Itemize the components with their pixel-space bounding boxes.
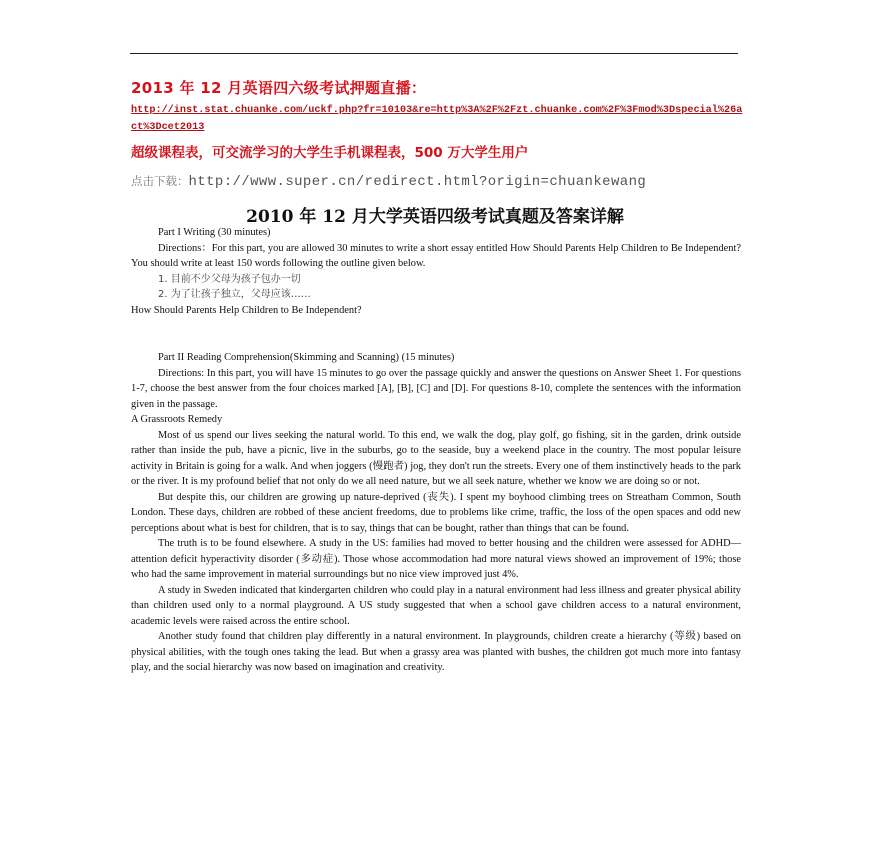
part1-directions: Directions：For this part, you are allowed 30 minutes to write a short essay entitled How Should Parents Help Children to Be Independent? You should write at least 150 words following the outline given below. bbox=[131, 242, 741, 269]
part2-heading: Part II Reading Comprehension(Skimming and Scanning) (15 minutes) bbox=[158, 352, 455, 363]
download-label: 点击下载： bbox=[131, 174, 189, 188]
promo-tagline: 超级课程表，可交流学习的大学生手机课程表，500 万大学生用户 bbox=[131, 145, 529, 161]
part2-section bbox=[131, 350, 741, 676]
passage-paragraph-1: Most of us spend our lives seeking the natural world. To this end, we walk the dog, play golf, go fishing, sit in the garden, drink outside rather than inside the pub, have a picnic, live in the suburbs, go to the seaside, buy a weekend place in the country. The most popular leisure activity in Britain is going for a walk. And when joggers (慢跑者) jog, they don't run the streets. Every one of them instinctively heads to the park or the river. It is my profound belief that not only do we all need nature, but we all seek nature, whether we know we are doing so or not. bbox=[131, 429, 741, 487]
download-line bbox=[131, 173, 646, 190]
passage-paragraph-5: Another study found that children play differently in a natural environment. In playgrounds, children create a hierarchy (等级) based on physical abilities, with the tough ones taking the lead. But when a grassy area was planted with bushes, the children got much more into fantasy play, and the social hierarchy was now based on imagination and creativity. bbox=[131, 631, 741, 673]
passage-paragraph-4: A study in Sweden indicated that kindergarten children who could play in a natural environment had less illness and greater physical ability than children used only to a normal playground. A US study suggested that when a school gave children access to a natural environment, academic levels were raised across the entire school. bbox=[131, 584, 741, 627]
part1-section bbox=[131, 225, 741, 318]
download-url[interactable]: http://www.super.cn/redirect.html?origin=chuankewang bbox=[188, 174, 647, 190]
promo-link[interactable]: http://inst.stat.chuanke.com/uckf.php?fr=10103&re=http%3A%2F%2Fzt.chuanke.com%2F%3Fmod%3Dspecial%26act%3Dcet2013 bbox=[131, 105, 743, 133]
promo-title: 2013 年 12 月英语四六级考试押题直播： bbox=[131, 79, 427, 97]
document-title: 2010 年 12 月大学英语四级考试真题及答案详解 bbox=[246, 207, 624, 227]
outline-item-1: 1. 目前不少父母为孩子包办一切 bbox=[158, 273, 301, 285]
passage-paragraph-3: The truth is to be found elsewhere. A study in the US: families had moved to better housing and the children were assessed for ADHD—attention deficit hyperactivity disorder (多动症). Those whose accommodation had more natural views showed an improvement of 19%; those who had the same improvement in material surroundings but no nice view improved just 4%. bbox=[131, 538, 741, 580]
essay-title: How Should Parents Help Children to Be Independent? bbox=[131, 304, 362, 316]
part1-heading: Part I Writing (30 minutes) bbox=[158, 227, 271, 238]
passage-title: A Grassroots Remedy bbox=[131, 414, 223, 425]
part2-directions: Directions: In this part, you will have 15 minutes to go over the passage quickly and answer the questions on Answer Sheet 1. For questions 1-7, choose the best answer from the four choices marked [A], [B], [C] and [D]. For questions 8-10, complete the sentences with the information given in the passage. bbox=[131, 367, 741, 410]
passage-paragraph-2: But despite this, our children are growing up nature-deprived (丧失). I spent my boyhood climbing trees on Streatham Common, South London. These days, children are robbed of these ancient freedoms, due to problems like crime, traffic, the loss of the open spaces and odd new perceptions about what is best for children, that is to say, things that can be bought, rather than things that can be found. bbox=[131, 491, 741, 534]
outline-item-2: 2. 为了让孩子独立，父母应该…… bbox=[158, 289, 311, 300]
top-rule bbox=[130, 53, 738, 54]
